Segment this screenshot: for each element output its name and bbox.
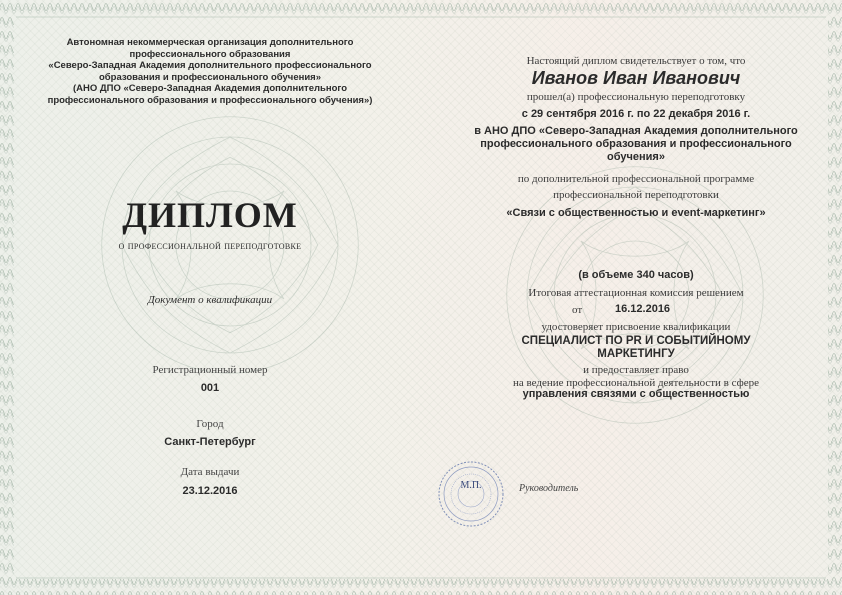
training-organization [430,125,842,164]
issue-date-value: 23.12.2016 [182,485,238,497]
right-granted-text: и предоставляет право [583,364,689,376]
issuer-line: Автономная некоммерческая организация дополнительного [66,37,354,48]
document-type: Документ о квалификации [147,294,273,306]
registration-number-value: 001 [200,382,220,394]
issue-date-label: Дата выдачи [180,466,240,478]
program-name: «Связи с общественностью и event-маркетинг» [506,207,766,219]
holder-name: Иванов Иван Иванович [531,68,741,88]
official-seal [437,460,505,528]
registration-number-label: Регистрационный номер [152,364,268,376]
org-line: обучения» [607,151,665,163]
issuer-line: профессионального образования [129,48,291,60]
program-hours: (в объеме 340 часов) [578,269,694,281]
commission-text: Итоговая аттестационная комиссия решением [528,287,744,299]
city-label: Город [196,418,224,430]
decision-date-label: от [572,304,583,316]
passed-text: прошел(а) профессиональную переподготовку [526,91,746,103]
signer-label: Руководитель [519,483,579,494]
issuer-line: «Северо-Западная Академия дополнительного профессионального [48,60,372,71]
issuer-line: (АНО ДПО «Северо-Западная Академия дополнительного [72,83,348,94]
seal-label: М.П. [460,480,482,491]
issuer-line: образования и профессионального обучения» [98,71,322,83]
program-intro-line-1: по дополнительной профессиональной программе [517,173,755,185]
issuer-line: профессионального образования и профессионального обучения») [47,94,373,106]
org-line: в АНО ДПО «Северо-Западная Академия дополнительного [474,125,798,137]
decision-date: 16.12.2016 [615,303,671,315]
qualification-line: МАРКЕТИНГУ [597,348,675,360]
certificate-intro: Настоящий диплом свидетельствует о том, что [526,55,746,67]
activity-sphere: управления связями с общественностью [522,388,750,400]
qualification [430,335,842,361]
org-line: профессионального образования и профессионального [480,138,792,150]
city-value: Санкт-Петербург [164,436,256,448]
document-subtitle: о профессиональной переподготовке [118,240,302,252]
program-intro-line-2: профессиональной переподготовки [553,189,719,201]
document-title: ДИПЛОМ [122,195,298,235]
issuer-organization [0,37,420,106]
activity-text: на ведение профессиональной деятельности в сфере [512,377,760,389]
qualification-line: СПЕЦИАЛИСТ ПО PR И СОБЫТИЙНОМУ [521,335,751,347]
certifies-text: удостоверяет присвоение квалификации [541,321,731,333]
training-period: с 29 сентября 2016 г. по 22 декабря 2016 г. [521,108,751,120]
